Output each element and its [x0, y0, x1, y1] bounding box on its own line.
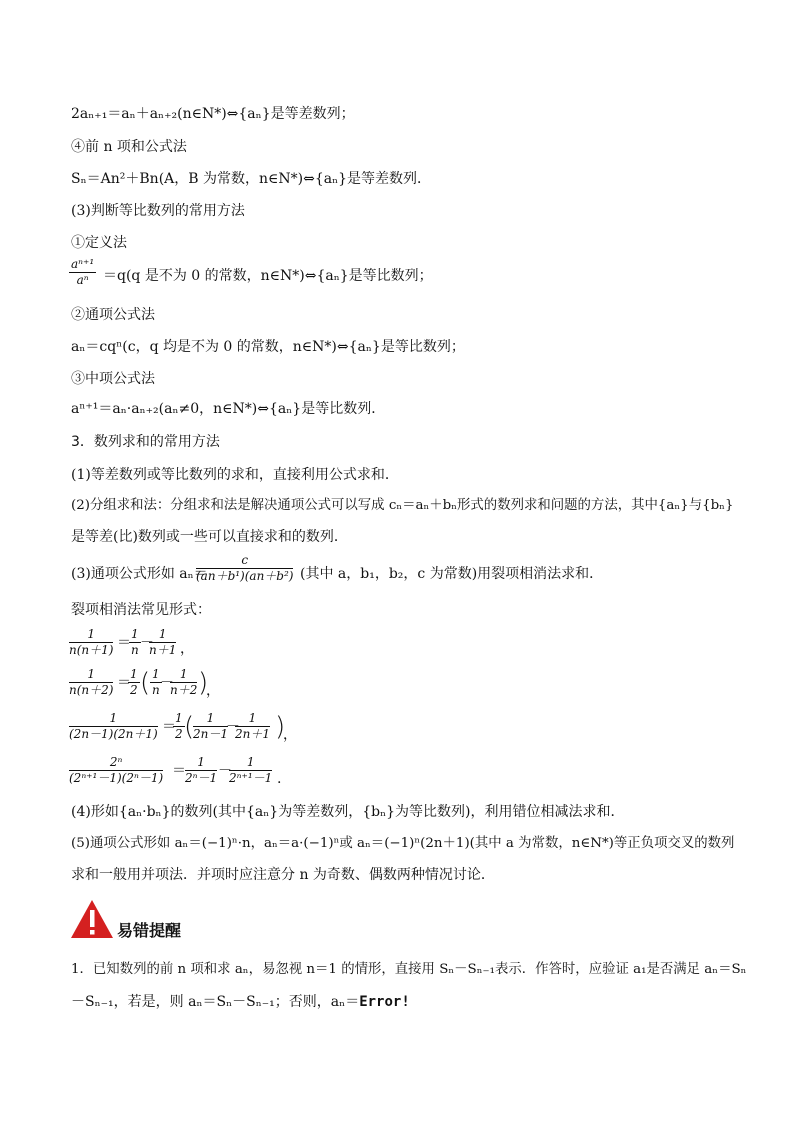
section-title: 易错提醒 [117, 921, 182, 940]
text-line: (5)通项公式形如 aₙ＝(−1)ⁿ·n，aₙ＝a·(−1)ⁿ或 aₙ＝(−1)ⁿ(2n＋1)(其中 a 为常数，n∈N*)等正负项交叉的数列 [71, 836, 735, 851]
formula-3-term-b: $\frac{1}{2n+1}$ [235, 711, 270, 741]
text-line: ＝q(q 是不为 0 的常数，n∈N*)⇔{aₙ}是等比数列； [103, 268, 433, 284]
comma: ， [283, 727, 297, 743]
formula-3-coef: $\frac{1}{2}$ [175, 711, 183, 741]
minus-sign: － [160, 675, 174, 691]
formula-2-coef: $\frac{1}{2}$ [130, 667, 138, 697]
comma: ， [206, 683, 220, 699]
section-heading: 3．数列求和的常用方法 [71, 434, 220, 450]
text-line: 2aₙ₊₁＝aₙ＋aₙ₊₂(n∈N*)⇔{aₙ}是等差数列； [71, 106, 355, 122]
formula-1-term-a: $\frac{1}{n}$ [130, 627, 139, 657]
subheading: ④前 n 项和公式法 [71, 139, 187, 155]
text-line: 是等差(比)数列或一些可以直接求和的数列． [71, 529, 348, 545]
text-segment: －Sₙ₋₁，若是，则 aₙ＝Sₙ－Sₙ₋₁；否则，aₙ＝ [71, 994, 360, 1010]
fraction-definition: $\frac{\text{aⁿ⁺¹}}{\text{aⁿ}}$ [71, 257, 95, 287]
fraction-general-term: $\frac{c}{\text{(an＋b¹)(an＋b²)}}$ [196, 553, 294, 583]
formula-1-term-b: $\frac{1}{n+1}$ [149, 627, 177, 657]
text-line [71, 993, 410, 1011]
warning-triangle-icon [70, 898, 114, 940]
left-paren: ( [140, 668, 151, 698]
text-line: aₙ＝cqⁿ(c，q 均是不为 0 的常数，n∈N*)⇔{aₙ}是等比数列； [71, 339, 465, 355]
equals-sign: ＝ [172, 763, 186, 779]
formula-2-term-b: $\frac{1}{n+2}$ [170, 667, 198, 697]
text-line: aⁿ⁺¹＝aₙ·aₙ₊₂(aₙ≠0，n∈N*)⇔{aₙ}是等比数列． [71, 401, 386, 417]
text-line: (3)通项公式形如 aₙ＝ [71, 566, 208, 582]
minus-sign: － [218, 763, 232, 779]
text-line: 裂项相消法常见形式： [71, 602, 211, 618]
equals-sign: ＝ [117, 635, 131, 651]
text-line: (1)等差数列或等比数列的求和，直接利用公式求和． [71, 467, 399, 483]
text-line: Sₙ＝An²＋Bn(A，B 为常数，n∈N*)⇔{aₙ}是等差数列． [71, 171, 432, 187]
equals-sign: ＝ [117, 675, 131, 691]
right-paren: ) [275, 712, 286, 742]
formula-2-lhs: $\frac{1}{n(n+2)}$ [69, 667, 114, 697]
formula-2-term-a: $\frac{1}{n}$ [151, 667, 160, 697]
text-line: (4)形如{aₙ·bₙ}的数列(其中{aₙ}为等差数列，{bₙ}为等比数列)，利用错位相减法求和． [71, 804, 625, 820]
comma: ， [180, 641, 194, 657]
formula-3-term-a: $\frac{1}{2n-1}$ [193, 711, 228, 741]
formula-1-lhs: $\frac{1}{n(n+1)}$ [69, 627, 114, 657]
error-text: Error! [359, 994, 410, 1010]
text-line: (2)分组求和法：分组求和法是解决通项公式可以写成 cₙ＝aₙ＋bₙ形式的数列求和问题的方法，其中{aₙ}与{bₙ} [71, 498, 734, 513]
formula-4-term-b: $\frac{1}{\text{2ⁿ⁺¹－1}}$ [229, 755, 273, 785]
text-line: 求和一般用并项法．并项时应注意分 n 为奇数、偶数两种情况讨论． [71, 867, 495, 883]
text-line: (其中 a，b₁，b₂，c 为常数)用裂项相消法求和． [300, 566, 604, 582]
minus-sign: － [226, 719, 240, 735]
formula-3-lhs: $\frac{1}{(2n-1)(2n+1)}$ [69, 711, 158, 741]
minus-sign: － [140, 635, 154, 651]
left-paren: ( [184, 712, 195, 742]
subheading: ①定义法 [71, 235, 127, 251]
equals-sign: ＝ [162, 719, 176, 735]
subheading: (3)判断等比数列的常用方法 [71, 203, 245, 219]
formula-4-term-a: $\frac{1}{\text{2ⁿ－1}}$ [185, 755, 218, 785]
formula-4-lhs: $\frac{\text{2ⁿ}}{\text{(2ⁿ⁺¹－1)(2ⁿ－1)}}$ [69, 755, 164, 785]
subheading: ③中项公式法 [71, 371, 155, 387]
period: . [277, 771, 282, 787]
subheading: ②通项公式法 [71, 307, 155, 323]
text-line: 1．已知数列的前 n 项和求 aₙ，易忽视 n＝1 的情形，直接用 Sₙ－Sₙ₋₁表示．作答时，应验证 a₁是否满足 aₙ＝Sₙ [71, 962, 747, 977]
right-paren: ) [198, 668, 209, 698]
